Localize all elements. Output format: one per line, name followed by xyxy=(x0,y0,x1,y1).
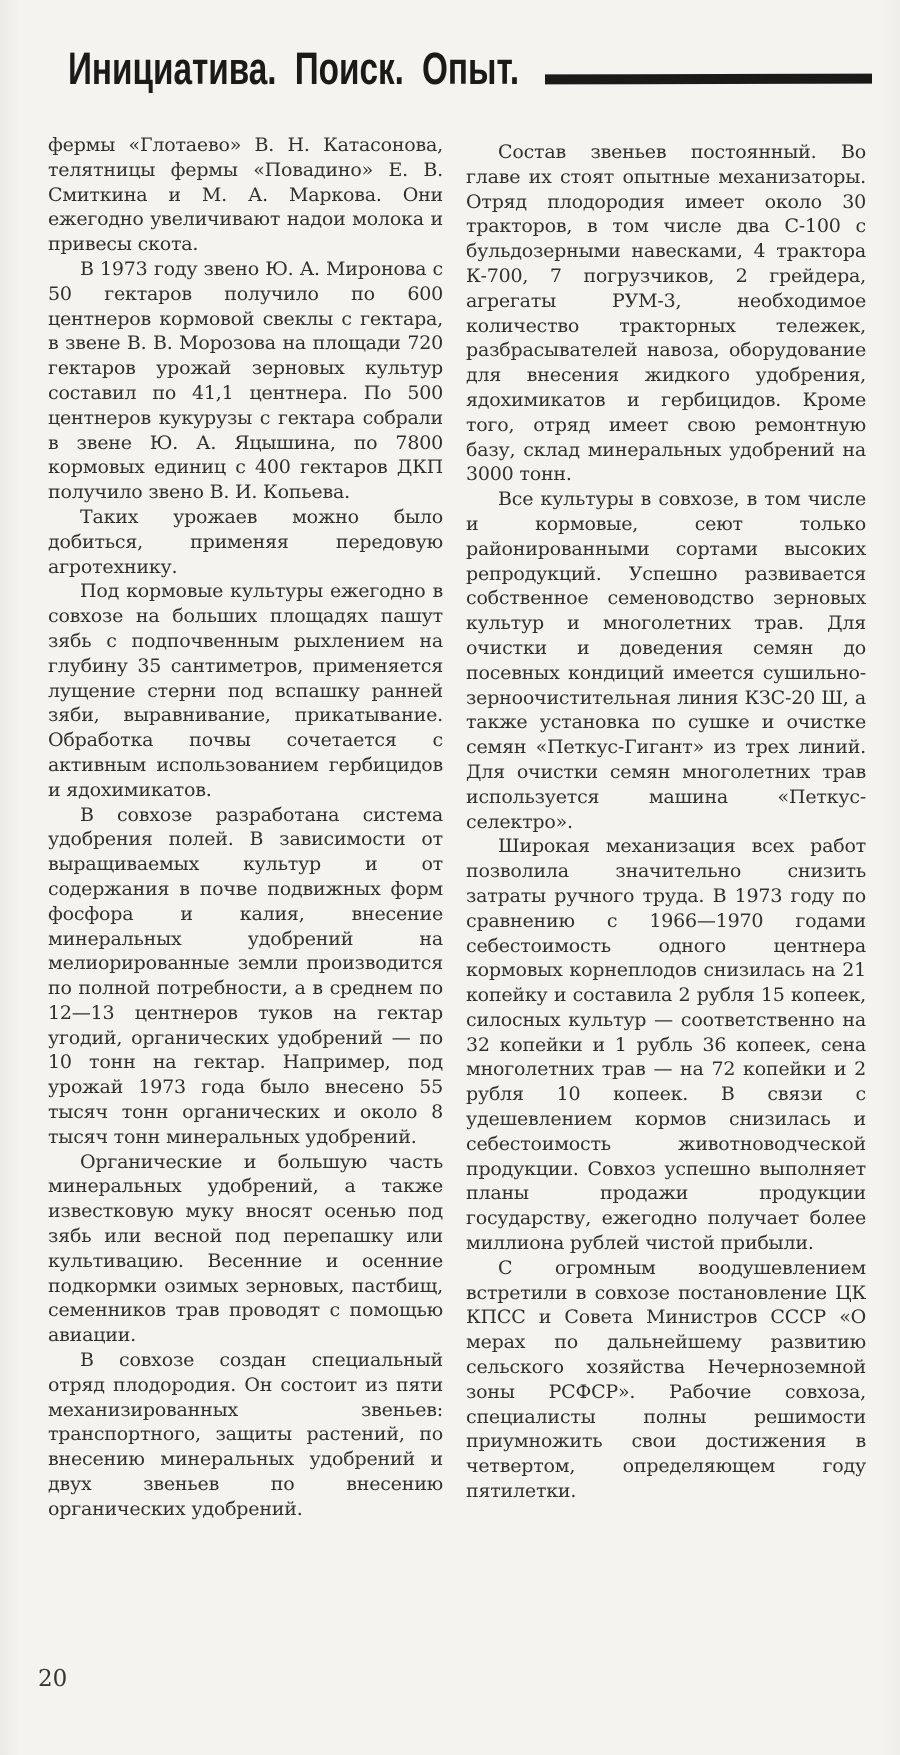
paragraph: Все культуры в совхозе, в том числе и кормовые, сеют только районированными сортами высоких репродукций. Успешно развивается собственное семеноводство зерновых культур и многолетних трав. Для очистки и доведения семян до посевных кондиций имеется сушильно-зерноочистительная линия КЗС-20 Ш, а также установка по сушке и очистке семян «Петкус-Гигант» из трех линий. Для очистки семян многолетних трав используется машина «Петкус-селектро». xyxy=(466,488,866,833)
paragraph: Состав звеньев постоянный. Во главе их стоят опытные механизаторы. Отряд плодородия имеет около 30 тракторов, в том числе два С-100 с бульдозерными навесками, 4 трактора К-700, 7 погрузчиков, 2 грейдера, агрегаты РУМ-3, необходимое количество тракторных тележек, разбрасывателей навоза, оборудование для внесения жидкого удобрения, ядохимикатов и гербицидов. Кроме того, отряд имеет свою ремонтную базу, склад минеральных удобрений на 3000 тонн. xyxy=(466,141,866,486)
article-body xyxy=(48,133,866,1522)
paragraph: фермы «Глотаево» В. Н. Катасонова, телятницы фермы «Повадино» Е. В. Смиткина и М. А. Маркова. Они ежегодно увеличивают надои молока и привесы скота. xyxy=(48,134,443,256)
paragraph: В совхозе создан специальный отряд плодородия. Он состоит из пяти механизированных звеньев: транспортного, защиты растений, по внесению минеральных удобрений и двух звеньев по внесению органических удобрений. xyxy=(48,1349,443,1520)
paragraph: Широкая механизация всех работ позволила значительно снизить затраты ручного труда. В 1973 году по сравнению с 1966—1970 годами себестоимость одного центнера кормовых корнеплодов снизилась на 21 копейку и составила 2 рубля 15 копеек, силосных культур — соответственно на 32 копейки и 1 рубль 36 копеек, сена многолетних трав — на 72 копейки и 2 рубля 10 копеек. В связи с удешевлением кормов снизилась и себестоимость животноводческой продукции. Совхоз успешно выполняет планы продажи продукции государству, ежегодно получает более миллиона рублей чистой прибыли. xyxy=(466,835,866,1255)
header-rule xyxy=(545,74,872,85)
section-title: Инициатива. Поиск. Опыт. xyxy=(68,43,520,94)
paragraph: Органические и большую часть минеральных удобрений, а также известковую муку вносят осенью под зябь или весной под перепашку или культивацию. Весенние и осенние подкормки озимых зерновых, пастбищ, семенников трав проводят с помощью авиации. xyxy=(48,1150,443,1347)
page-number: 20 xyxy=(38,1666,68,1692)
paragraph: Под кормовые культуры ежегодно в совхозе на больших площадях пашут зябь с подпочвенным рыхлением на глубину 35 сантиметров, применяется лущение стерни под вспашку ранней зяби, выравнивание, прикатывание. Обработка почвы сочетается с активным использованием гербицидов и ядохимикатов. xyxy=(48,580,443,801)
paragraph: В 1973 году звено Ю. А. Миронова с 50 гектаров получило по 600 центнеров кормовой свеклы с гектара, в звене В. В. Морозова на площади 720 гектаров урожай зерновых культур составил по 41,1 центнера. По 500 центнеров кукурузы с гектара собрали в звене Ю. А. Яцышина, по 7800 кормовых единиц с 400 гектаров ДКП получило звено В. И. Копьева. xyxy=(48,257,443,504)
text-column-right xyxy=(466,133,866,1504)
paragraph: В совхозе разработана система удобрения полей. В зависимости от выращиваемых культур и от содержания в почве подвижных форм фосфора и калия, внесение минеральных удобрений на мелиорированные земли производится по полной потребности, а в среднем по 12—13 центнеров туков на гектар угодий, органических удобрений — по 10 тонн на гектар. Например, под урожай 1973 года было внесено 55 тысяч тонн органических и около 8 тысяч тонн минеральных удобрений. xyxy=(48,803,443,1148)
paragraph: Таких урожаев можно было добиться, применяя передовую агротехнику. xyxy=(48,505,443,578)
text-column-left xyxy=(48,133,443,1522)
paragraph: С огромным воодушевлением встретили в совхозе постановление ЦК КПСС и Совета Министров СССР «О мерах по дальнейшему развитию сельского хозяйства Нечерноземной зоны РСФСР». Рабочие совхоза, специалисты полны решимости приумножить свои достижения в четвертом, определяющем году пятилетки. xyxy=(466,1256,866,1503)
